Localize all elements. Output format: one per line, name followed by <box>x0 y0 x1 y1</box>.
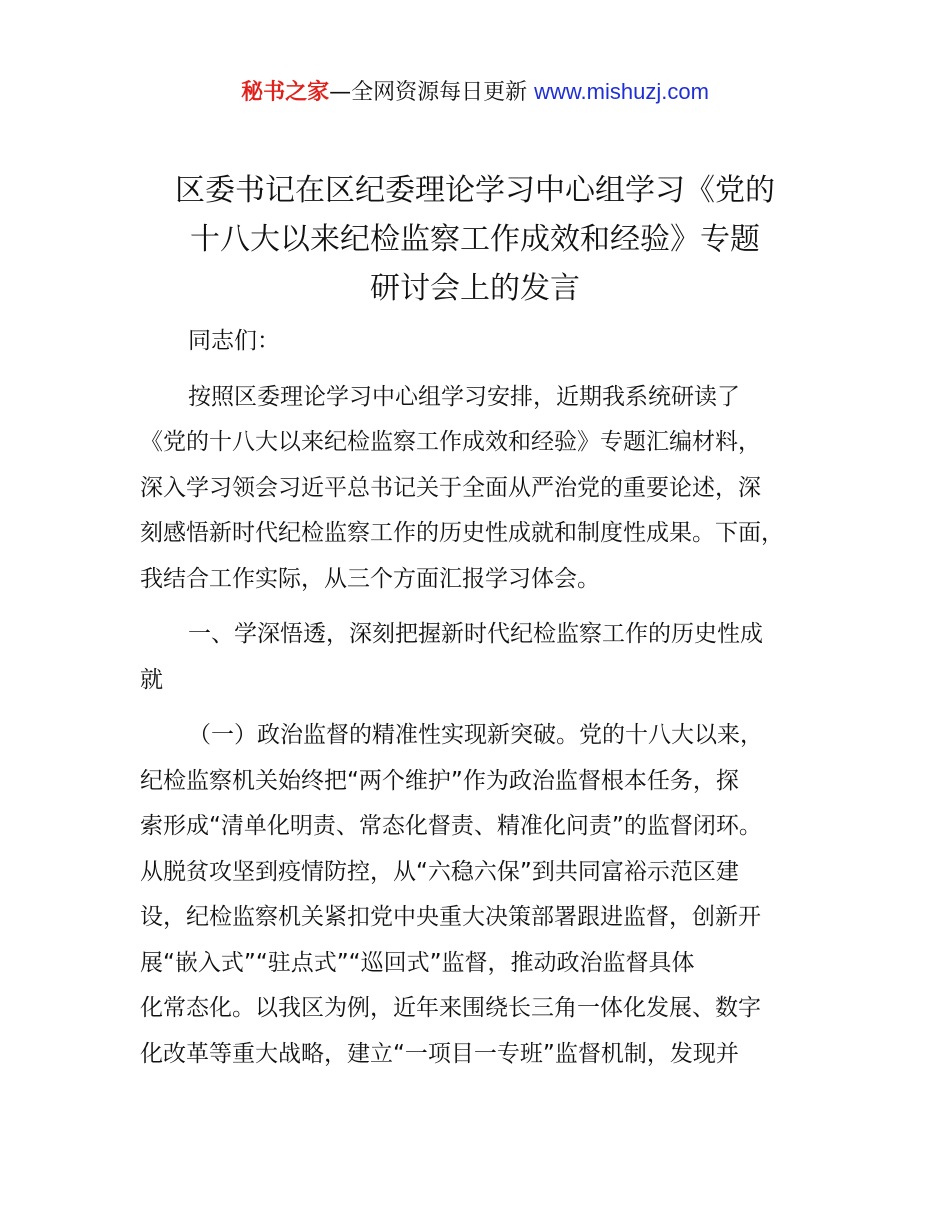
text-line: 设，纪检监察机关紧扣党中央重大决策部署跟进监督，创新开 <box>140 904 761 930</box>
text-line: 按照区委理论学习中心组学习安排，近期我系统研读了 <box>188 383 740 410</box>
text-line: 纪检监察机关始终把“两个维护”作为政治监督根本任务，探 <box>140 767 739 794</box>
title-line: 区委书记在区纪委理论学习中心组学习《党的 <box>175 173 775 208</box>
section-heading <box>140 612 830 703</box>
document-body <box>140 319 830 1087</box>
text-line: 一、学深悟透，深刻把握新时代纪检监察工作的历史性成 <box>188 621 763 647</box>
title-line: 十八大以来纪检监察工作成效和经验》专题 <box>190 222 760 257</box>
intro-paragraph <box>140 375 830 603</box>
text-line: 同志们： <box>188 328 280 354</box>
document-title <box>60 166 890 313</box>
title-line: 研讨会上的发言 <box>370 271 580 306</box>
text-line: 从脱贫攻坚到疫情防控，从“六稳六保”到共同富裕示范区建 <box>140 858 739 885</box>
text-line: （一）政治监督的精准性实现新突破。党的十八大以来， <box>188 722 763 748</box>
text-line: 化常态化。以我区为例，近年来围绕长三角一体化发展、数字 <box>140 995 761 1021</box>
header-tagline: —全网资源每日更新 <box>329 80 535 105</box>
site-header <box>0 76 950 109</box>
text-line: 索形成“清单化明责、常态化督责、精准化问责”的监督闭环。 <box>140 813 762 839</box>
header-brand: 秘书之家 <box>241 80 330 105</box>
text-line: 深入学习领会习近平总书记关于全面从严治党的重要论述，深 <box>140 474 761 501</box>
text-line: 化改革等重大战略，建立“一项目一专班”监督机制，发现并 <box>140 1040 739 1067</box>
body-paragraph <box>140 713 830 1077</box>
text-line: 《党的十八大以来纪检监察工作成效和经验》专题汇编材料， <box>140 429 761 455</box>
text-line: 刻感悟新时代纪检监察工作的历史性成就和制度性成果。下面， <box>140 520 784 546</box>
text-line: 就 <box>140 666 163 693</box>
text-line: 我结合工作实际，从三个方面汇报学习体会。 <box>140 565 600 592</box>
header-site-link[interactable]: www.mishuzj.com <box>534 79 709 104</box>
salutation-paragraph <box>140 319 830 365</box>
text-line: 展“嵌入式”“驻点式”“巡回式”监督，推动政治监督具体 <box>140 949 695 976</box>
